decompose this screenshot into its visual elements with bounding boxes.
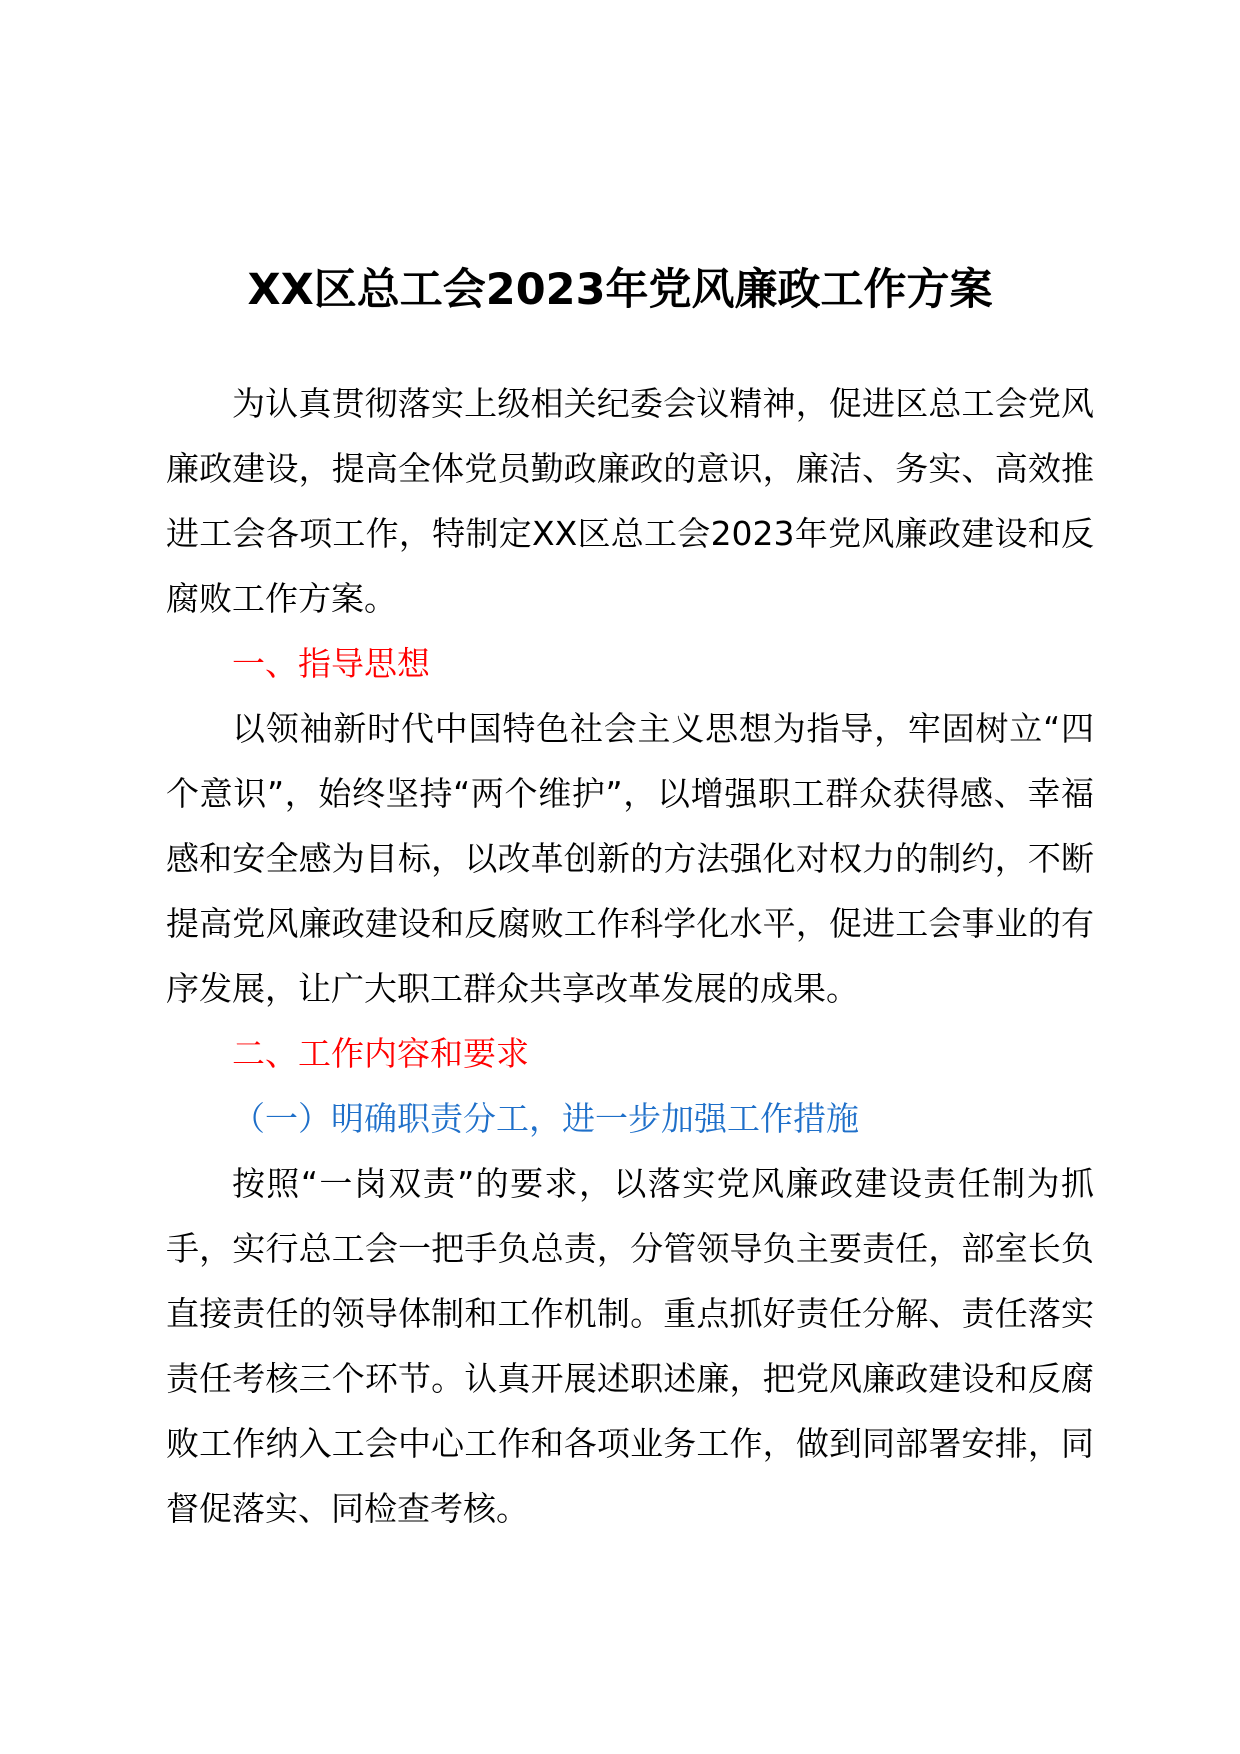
- responsibilities-paragraph: 按照“一岗双责”的要求，以落实党风廉政建设责任制为抓手，实行总工会一把手负总责，分管领导负主要责任，部室长负直接责任的领导体制和工作机制。重点抓好责任分解、责任落实责任考核三个环节。认真开展述职述廉，把党风廉政建设和反腐败工作纳入工会中心工作和各项业务工作，做到同部署安排，同督促落实、同检查考核。: [166, 1164, 1094, 1528]
- subsection-heading-responsibilities: （一）明确职责分工，进一步加强工作措施: [232, 1099, 859, 1138]
- intro-paragraph: 为认真贯彻落实上级相关纪委会议精神，促进区总工会党风廉政建设，提高全体党员勤政廉政的意识，廉洁、务实、高效推进工会各项工作，特制定XX区总工会2023年党风廉政建设和反腐败工作方案。: [166, 384, 1094, 618]
- guiding-thought-paragraph: 以领袖新时代中国特色社会主义思想为指导，牢固树立“四个意识”，始终坚持“两个维护”，以增强职工群众获得感、幸福感和安全感为目标，以改革创新的方法强化对权力的制约，不断提高党风廉政建设和反腐败工作科学化水平，促进工会事业的有序发展，让广大职工群众共享改革发展的成果。: [166, 709, 1094, 1008]
- section-heading-work-content: 二、工作内容和要求: [232, 1034, 529, 1073]
- document-body: [166, 371, 1094, 1541]
- section-heading-guiding-thought: 一、指导思想: [232, 644, 430, 683]
- document-title: XX区总工会2023年党风廉政工作方案: [247, 265, 993, 315]
